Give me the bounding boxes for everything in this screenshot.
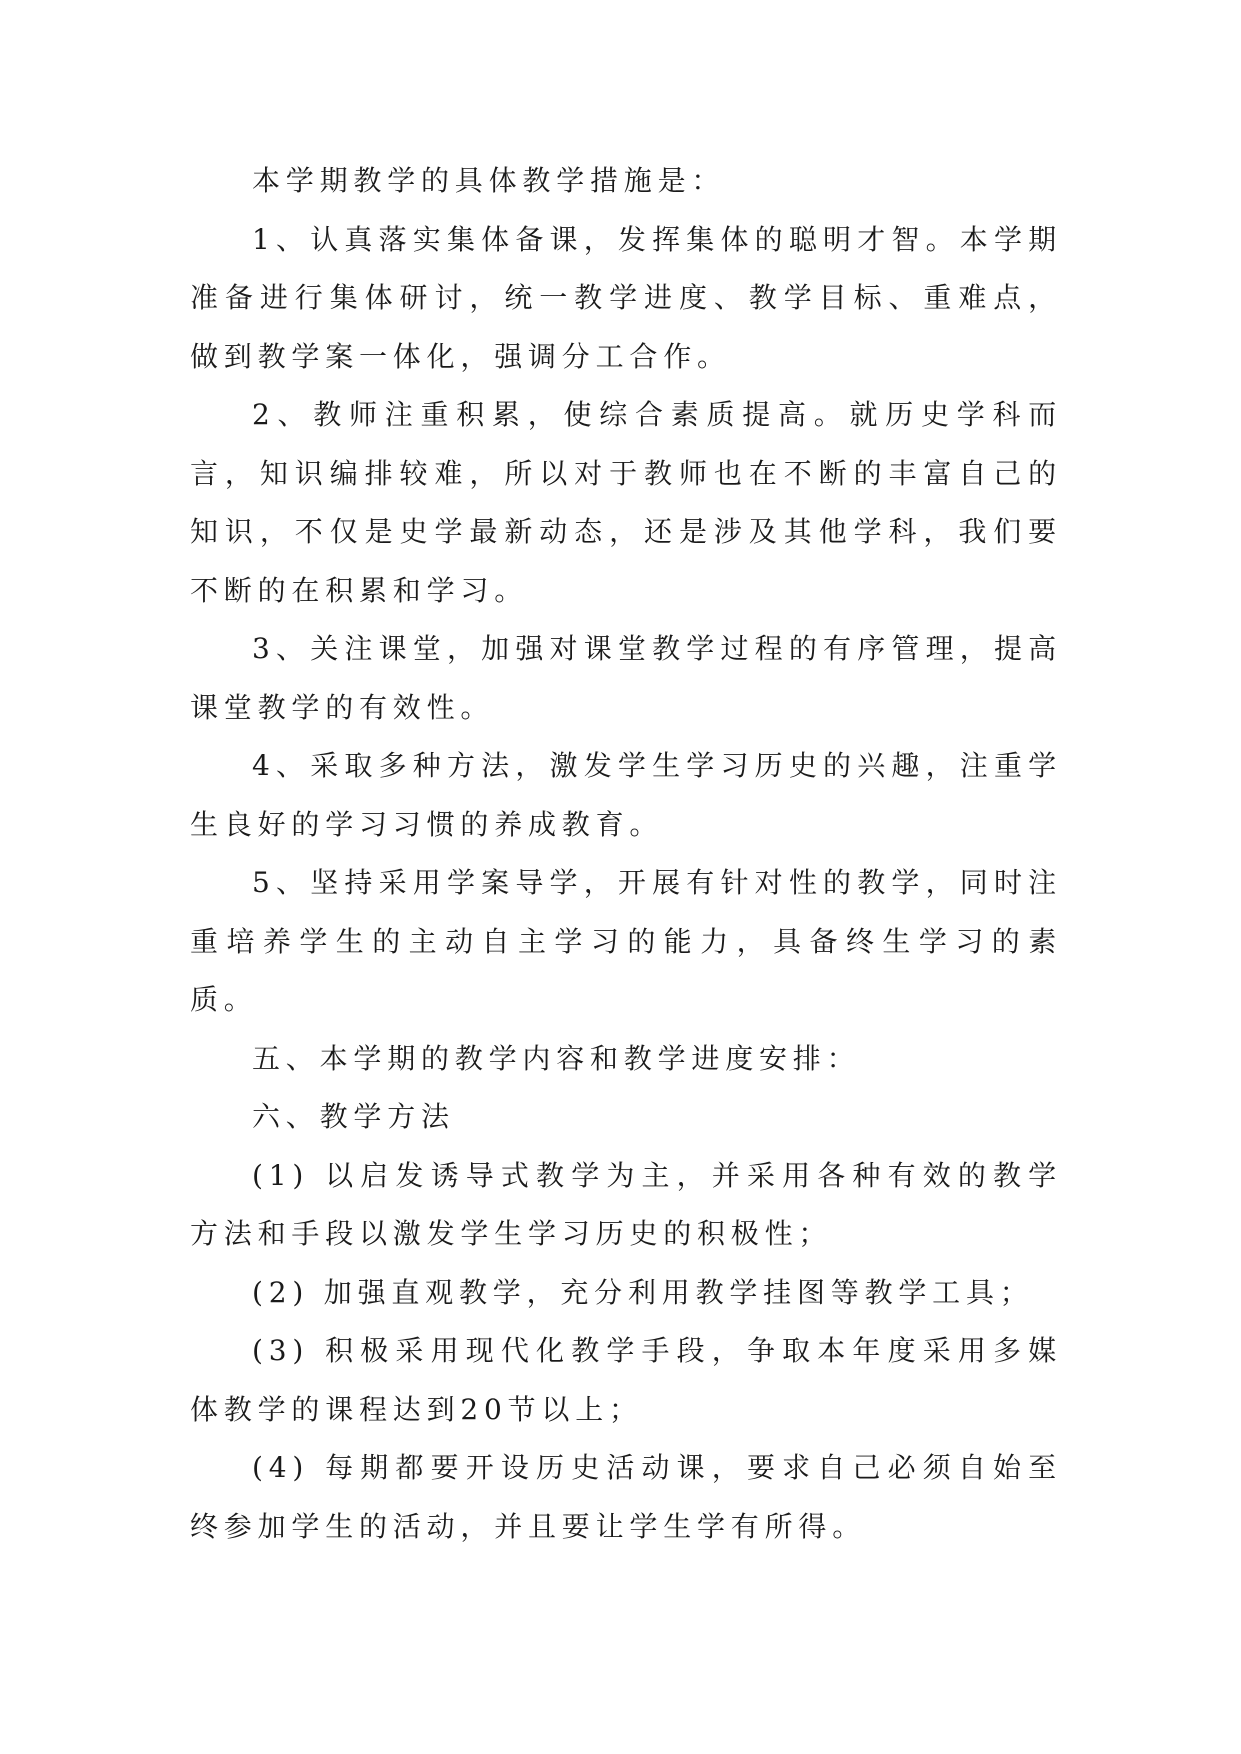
paragraph-method-4: (4) 每期都要开设历史活动课，要求自己必须自始至终参加学生的活动，并且要让学生学有所得。 [190,1451,1062,1543]
section-heading-6: 六、教学方法 [252,1100,455,1133]
section-heading-5: 五、本学期的教学内容和教学进度安排： [252,1041,861,1075]
paragraph-measure-2: 2、教师注重积累，使综合素质提高。就历史学科而言，知识编排较难，所以对于教师也在不断的丰富自己的知识，不仅是史学最新动态，还是涉及其他学科，我们要不断的在积累和学习。 [190,398,1062,607]
paragraph-measure-1: 1、认真落实集体备课，发挥集体的聪明才智。本学期准备进行集体研讨，统一教学进度、教学目标、重难点，做到教学案一体化，强调分工合作。 [190,222,1062,373]
paragraph-intro: 本学期教学的具体教学措施是： [252,164,726,197]
paragraph-method-3: (3) 积极采用现代化教学手段，争取本年度采用多媒体教学的课程达到20节以上； [190,1334,1062,1426]
paragraph-measure-5: 5、坚持采用学案导学，开展有针对性的教学，同时注重培养学生的主动自主学习的能力，具备终生学习的素质。 [190,866,1062,1016]
paragraph-method-2: (2) 加强直观教学，充分利用教学挂图等教学工具； [252,1275,1034,1309]
document-body [190,152,1062,1556]
paragraph-measure-3: 3、关注课堂，加强对课堂教学过程的有序管理，提高课堂教学的有效性。 [190,632,1062,724]
paragraph-method-1: (1) 以启发诱导式教学为主，并采用各种有效的教学方法和手段以激发学生学习历史的积极性； [190,1158,1062,1250]
paragraph-measure-4: 4、采取多种方法，激发学生学习历史的兴趣，注重学生良好的学习习惯的养成教育。 [190,749,1062,841]
